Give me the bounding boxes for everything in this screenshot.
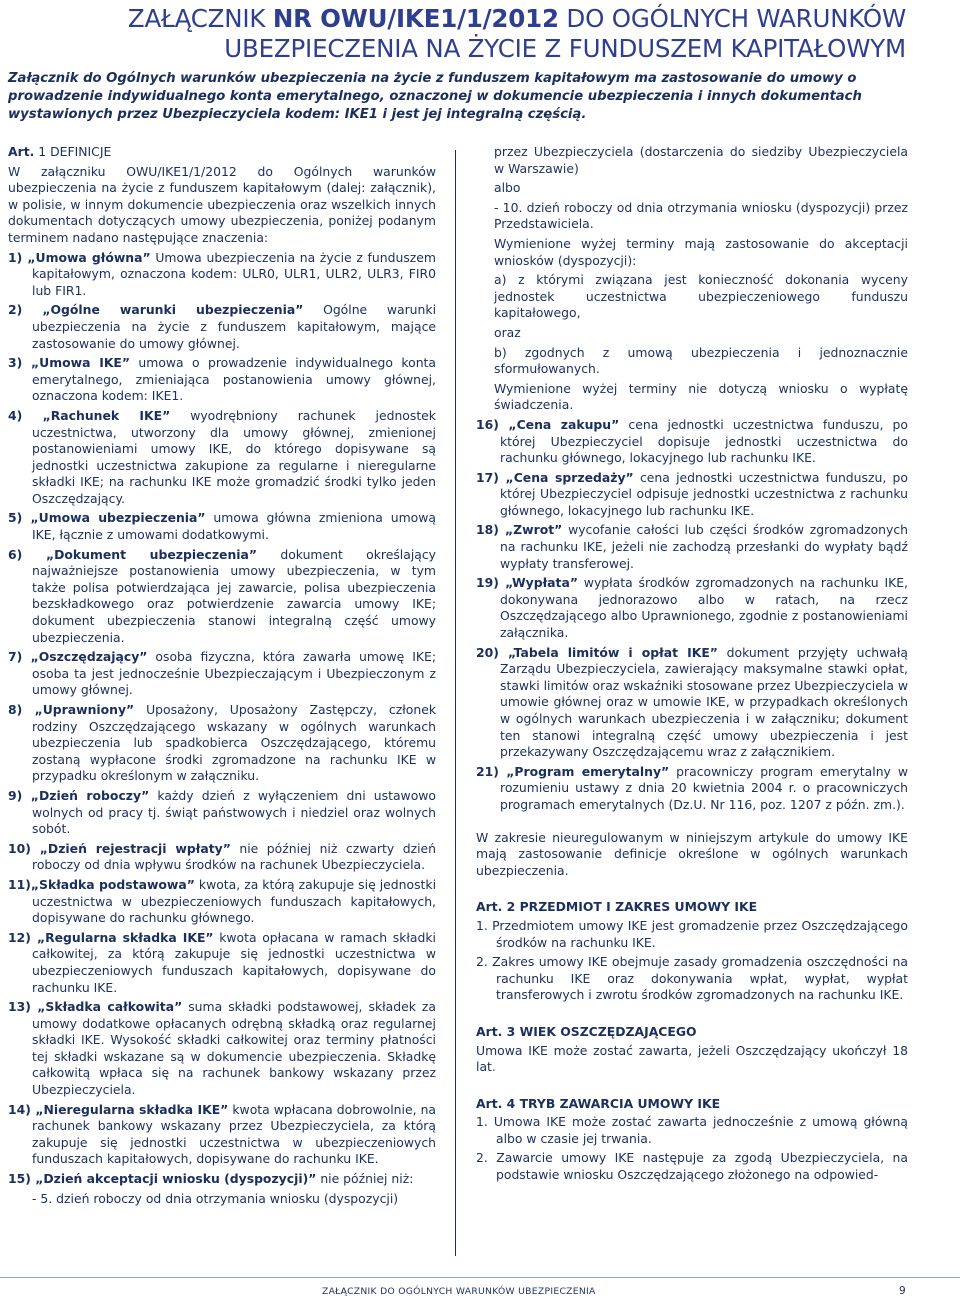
art2-item-1: 1. Przedmiotem umowy IKE jest gromadzenie przez Oszczędzającego środków na rachunku IKE. xyxy=(476,917,908,950)
definition-term: 20) „Tabela limitów i opłat IKE” xyxy=(476,644,718,660)
definition-item xyxy=(8,702,436,785)
definition-item xyxy=(8,355,436,405)
art4-item-2: 2. Zawarcie umowy IKE następuje za zgodą Ubezpieczyciela, na podstawie wniosku Oszczędzającego złożonego na odpowied- xyxy=(476,1150,908,1183)
page-footer xyxy=(0,1277,960,1297)
definition-text: umowa o prowadzenie indywidualnego konta emerytalnego, zmieniająca postanowienia umowy głównej, oznaczona kodem: IKE1. xyxy=(32,355,436,404)
definitions-list-left xyxy=(8,250,436,1188)
left-column xyxy=(8,144,436,1210)
title-line-2: UBEZPIECZENIA NA ŻYCIE Z FUNDUSZEM KAPITAŁOWYM xyxy=(224,34,906,63)
definition-text: pracowniczy program emerytalny w rozumieniu ustawy z dnia 20 kwietnia 2004 r. o pracowniczych programach emerytalnych (Dz.U. Nr 116, poz. 1207 z późn. zm.). xyxy=(500,763,908,812)
definition-term: 14) „Nieregularna składka IKE” xyxy=(8,1101,229,1117)
definition-item xyxy=(8,1102,436,1168)
definition-item xyxy=(476,417,908,467)
definition-text: wypłata środków zgromadzonych na rachunku IKE, dokonywana jednorazowo albo w ratach, na rzecz Oszczędzającego albo Uprawnionego, zgodnie z postanowieniami załącznika. xyxy=(500,575,909,641)
definition-item xyxy=(476,470,908,520)
definition-item xyxy=(8,999,436,1099)
definition-term: 4) „Rachunek IKE” xyxy=(8,407,171,423)
definition-text: kwota opłacana w ramach składki całkowitej, za którą zakupuje się jednostki uczestnictwa w ubezpieczeniowych funduszach kapitałowych, dopisywane do rachunku IKE. xyxy=(32,929,436,995)
title-suffix: DO OGÓLNYCH WARUNKÓW xyxy=(558,4,906,33)
definition-text: Uposażony, Uposażony Zastępczy, członek rodziny Oszczędzającego wskazany w ogólnych warunkach ubezpieczenia lub spadkobierca Oszczędzającego, któremu zostaną wypłacone środki zgromadzone na rachunku IKE w przypadku określonym w załączniku. xyxy=(32,702,437,784)
definition-term: 17) „Cena sprzedaży” xyxy=(476,469,634,485)
definition-item xyxy=(8,408,436,508)
right-column xyxy=(476,144,908,1187)
definition-text: kwota, za którą zakupuje się jednostki uczestnictwa w ubezpieczeniowych funduszach kapitałowych, dopisywane do rachunku głównego. xyxy=(32,876,437,926)
definition-text: osoba fizyczna, która zawarła umowę IKE; osoba ta jest jednocześnie Ubezpieczającym i Ubezpieczonym z umowy głównej. xyxy=(32,649,436,698)
def15-continuation-1: przez Ubezpieczyciela (dostarczenia do siedziby Ubezpieczyciela w Warszawie) xyxy=(494,144,908,176)
definition-text: kwota wpłacana dobrowolnie, na rachunek bankowy wskazany przez Ubezpieczyciela, za którą zakupuje się jednostki uczestnictwa w ubezpieczeniowych funduszach kapitałowych, dopisywane do rachunku IKE. xyxy=(32,1101,437,1167)
art3-text: Umowa IKE może zostać zawarta, jeżeli Oszczędzający ukończył 18 lat. xyxy=(476,1042,908,1075)
definition-term: 3) „Umowa IKE” xyxy=(8,355,131,371)
art1-label: Art. xyxy=(8,144,35,159)
definition-text: nie później niż czwarty dzień roboczy od dnia wpływu środków na rachunek Ubezpieczyciela. xyxy=(32,840,436,873)
definition-text: Ogólne warunki ubezpieczenia na życie z funduszem kapitałowym, mające zastosowanie do umowy głównej. xyxy=(32,302,437,351)
definition-text: cena jednostki uczestnictwa funduszu, po której Ubezpieczyciel dopisuje jednostki uczestnictwa do rachunku głównego, lokacyjnego lub rachunku IKE. xyxy=(500,416,909,466)
definitions-list-right xyxy=(476,417,908,814)
definition-term: 10) „Dzień rejestracji wpłaty” xyxy=(8,840,231,856)
art1-intro: W załączniku OWU/IKE1/1/2012 do Ogólnych warunków ubezpieczenia na życie z funduszem kapitałowym (dalej: załącznik), w polisie, w innym dokumencie ubezpieczenia oraz wszelkich innych dokumentach dotyczących umowy ubezpieczenia, poniżej podanym terminem nadano następujące znaczenia: xyxy=(8,163,436,245)
footer-label: ZAŁĄCZNIK DO OGÓLNYCH WARUNKÓW UBEZPIECZENIA xyxy=(322,1286,596,1297)
art1-heading: 1 DEFINICJE xyxy=(34,144,112,159)
definition-text: wyodrębniony rachunek jednostek uczestnictwa, utworzony dla umowy głównej, zmienionej postanowieniami umowy IKE, do którego dopisywane są jednostki uczestnictwa zakupione za regularne i nieregularne składki IKE; na rachunku IKE może gromadzić środki tylko jeden Oszczędzający. xyxy=(32,407,436,506)
intro-paragraph: Załącznik do Ogólnych warunków ubezpieczenia na życie z funduszem kapitałowym ma zastosowanie do umowy o prowadzenie indywidualnego konta emerytalnego, oznaczonej w dokumencie ubezpieczenia i innych dokumentach wystawionych przez Ubezpieczyciela kodem: IKE1 i jest jej integralną częścią. xyxy=(8,71,862,122)
definition-item xyxy=(8,649,436,699)
def15-continuation-3: - 10. dzień roboczy od dnia otrzymania wniosku (dyspozycji) przez Przedstawiciela. xyxy=(494,199,908,232)
definition-text: suma składki podstawowej, składek za umowy dodatkowe opłacanych odrębną składką oraz regularnej składki IKE. Wysokość składki całkowitej oraz terminy płatności tej składki wskazane są w dokumencie ubezpieczenia. Składkę całkowitą wpłaca się na rachunek bankowy wskazany przez Ubezpieczyciela. xyxy=(32,999,436,1098)
definition-text: dokument określający najważniejsze postanowienia umowy ubezpieczenia, w tym także polisa potwierdzająca jej zawarcie, polisa ubezpieczenia bezskładkowego oraz potwierdzenie zawarcia umowy IKE; dokument ubezpieczenia stanowi integralną część umowy ubezpieczenia. xyxy=(32,546,436,645)
definition-term: 7) „Oszczędzający” xyxy=(8,649,148,665)
definition-term: 6) „Dokument ubezpieczenia” xyxy=(8,546,258,562)
def15-continuation-4: Wymienione wyżej terminy mają zastosowanie do akceptacji wniosków (dyspozycji): xyxy=(494,235,908,268)
definition-term: 21) „Program emerytalny” xyxy=(476,763,670,779)
art4-heading: Art. 4 TRYB ZAWARCIA UMOWY IKE xyxy=(476,1095,721,1111)
definition-text: każdy dzień z wyłączeniem dni ustawowo wolnych od pracy tj. świąt państwowych i niedziel oraz wolnych sobót. xyxy=(32,787,436,837)
title-prefix: ZAŁĄCZNIK xyxy=(127,4,273,33)
definition-text: Umowa ubezpieczenia na życie z funduszem kapitałowym, oznaczona kodem: ULR0, ULR1, ULR2, ULR3, FIR0 lub FIR1. xyxy=(32,249,436,298)
definition-term: 13) „Składka całkowita” xyxy=(8,999,183,1015)
column-divider xyxy=(455,150,456,1256)
definition-term: 1) „Umowa główna” xyxy=(8,249,151,265)
def15-continuation-5: a) z którymi związana jest konieczność dokonania wyceny jednostek uczestnictwa ubezpieczeniowego funduszu kapitałowego, xyxy=(494,272,908,321)
definition-item xyxy=(8,250,436,300)
definition-item xyxy=(8,930,436,996)
definition-term: 2) „Ogólne warunki ubezpieczenia” xyxy=(8,302,304,318)
def15-continuation-2: albo xyxy=(494,180,521,196)
definition-term: 8) „Uprawniony” xyxy=(8,702,135,717)
definition-item xyxy=(476,522,908,572)
definition-term: 11)„Składka podstawowa” xyxy=(8,876,195,892)
definition-item xyxy=(476,764,908,814)
art4-item-1: 1. Umowa IKE może zostać zawarta jednocześnie z umową główną albo w czasie jej trwania. xyxy=(476,1114,908,1146)
art1-closing: W zakresie nieuregulowanym w niniejszym artykule do umowy IKE mają zastosowanie definicje określone w ogólnych warunkach ubezpieczenia. xyxy=(476,829,908,878)
definition-item xyxy=(476,645,908,761)
definition-item xyxy=(8,841,436,874)
definition-item xyxy=(8,788,436,838)
definition-text: nie później niż: xyxy=(316,1171,414,1187)
definition-item xyxy=(8,302,436,352)
definition-term: 12) „Regularna składka IKE” xyxy=(8,929,214,945)
art2-item-2: 2. Zakres umowy IKE obejmuje zasady gromadzenia oszczędności na rachunku IKE oraz dokonywania wpłat, wypłat, wypłat transferowych i zwrotu środków zgromadzonych na rachunku IKE. xyxy=(476,954,908,1003)
def15-continuation-7: b) zgodnych z umową ubezpieczenia i jednoznacznie sformułowanych. xyxy=(494,344,908,377)
art3-heading: Art. 3 WIEK OSZCZĘDZAJĄCEGO xyxy=(476,1023,697,1039)
title-number: NR OWU/IKE1/1/2012 xyxy=(272,4,559,33)
def15-continuation-8: Wymienione wyżej terminy nie dotyczą wniosku o wypłatę świadczenia. xyxy=(494,380,908,413)
definition-item xyxy=(8,1171,436,1188)
definition-term: 9) „Dzień roboczy” xyxy=(8,787,150,803)
definition-item xyxy=(8,547,436,647)
art1-section xyxy=(8,144,436,161)
definition-text: cena jednostki uczestnictwa funduszu, po której Ubezpieczyciel odpisuje jednostki uczestnictwa z rachunku głównego, lokacyjnego lub rachunku IKE. xyxy=(500,469,908,518)
page-number: 9 xyxy=(899,1285,906,1297)
art2-heading: Art. 2 PRZEDMIOT I ZAKRES UMOWY IKE xyxy=(476,899,758,915)
title-line-1 xyxy=(6,4,906,34)
definition-item xyxy=(476,575,908,641)
def15-continuation-6: oraz xyxy=(494,324,521,340)
definition-term: 5) „Umowa ubezpieczenia” xyxy=(8,510,206,526)
document-title xyxy=(6,4,906,64)
def15-first-line: - 5. dzień roboczy od dnia otrzymania wniosku (dyspozycji) xyxy=(32,1190,399,1206)
definition-item xyxy=(8,510,436,543)
definition-text: umowa główna zmieniona umową IKE, łącznie z umowami dodatkowymi. xyxy=(32,510,436,543)
definition-term: 18) „Zwrot” xyxy=(476,522,563,538)
definition-item xyxy=(8,877,436,927)
definition-term: 16) „Cena zakupu” xyxy=(476,416,620,432)
definition-text: wycofanie całości lub części środków zgromadzonych na rachunku IKE, jeżeli nie zachodzą przesłanki do wypłaty bądź wypłaty transferowej. xyxy=(500,522,909,571)
definition-term: 15) „Dzień akceptacji wniosku (dyspozycji)” xyxy=(8,1171,317,1187)
definition-text: dokument przyjęty uchwałą Zarządu Ubezpieczyciela, zawierający maksymalne stawki opłat, stawki limitów oraz wskaźniki stosowane przez Ubezpieczyciela w umowie głównej oraz w umowie IKE, w przypadkach określonych w ogólnych warunkach ubezpieczenia i w załączniku; dokument ten stanowi integralną część umowy ubezpieczenia i jest przekazywany Oszczędzającemu wraz z załącznikiem. xyxy=(500,644,908,760)
definition-term: 19) „Wypłata” xyxy=(476,575,578,591)
